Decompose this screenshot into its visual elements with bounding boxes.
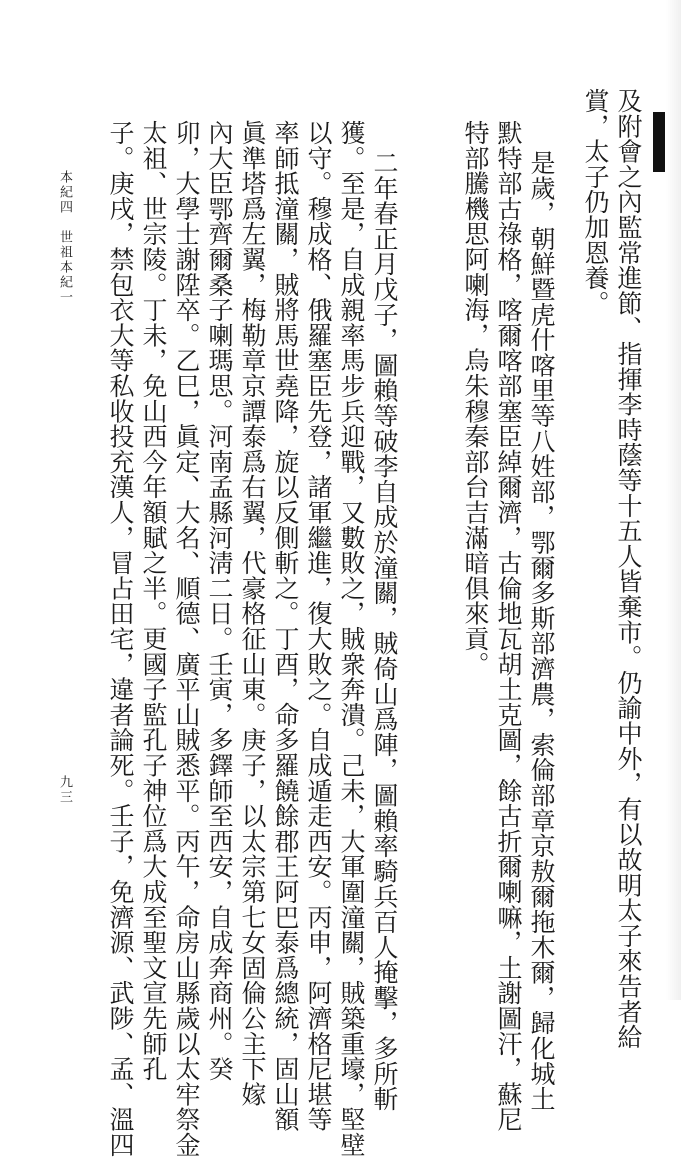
text-column-9: 率師抵潼關，賊將馬世堯降，旋以反側斬之。丁酉，命多羅饒餘郡王阿巴泰爲總統，固山額 [271,120,300,1132]
chapter-side-label: 本紀四 世祖本紀一 [57,170,72,305]
text-column-14: 子。庚戌，禁包衣大等私收投充漢人，冒占田宅，違者論死。壬子，免濟源、武陟、孟、溫四 [106,120,135,1157]
page-number: 九三 [57,775,72,805]
text-column-12: 卯，大學士謝陞卒。乙巳，眞定、大名、順德、廣平山賊悉平。丙午，命房山縣歲以太牢祭金 [172,120,201,1157]
text-column-3: 是歲，朝鮮暨虎什喀里等八姓部，鄂爾多斯部濟農，索倫部章京敖爾拖木爾，歸化城土 [527,150,556,1112]
text-column-2: 賞，太子仍加恩養。 [581,88,610,316]
text-column-4: 默特部古祿格，喀爾喀部塞臣綽爾濟，古倫地瓦胡土克圖，餘古折爾喇嘛，土謝圖汗，蘇尼 [494,120,523,1132]
text-column-11: 內大臣鄂齊爾桑子喇瑪思。河南孟縣河淸二日。壬寅，多鐸師至西安，自成奔商州。癸 [205,120,234,1082]
page-edge-shadow [666,0,681,1000]
text-column-8: 以守。穆成格、俄羅塞臣先登，諸軍繼進，復大敗之。自成遁走西安。丙申，阿濟格尼堪等 [304,120,333,1132]
text-column-1: 及附會之內監常進節、指揮李時蔭等十五人皆棄市。仍諭中外，有以故明太子來告者給 [614,88,643,1050]
text-column-13: 太祖、世宗陵。丁未，免山西今年額賦之半。更國子監孔子神位爲大成至聖文宣先師孔 [139,120,168,1082]
text-column-5: 特部騰機思阿喇海，烏朱穆秦部台吉滿暗俱來貢。 [461,120,490,677]
text-column-7: 獲。至是，自成親率馬步兵迎戰，又數敗之，賊衆奔潰。己未，大軍圍潼關，賊築重壕，堅壁 [337,120,366,1157]
text-column-6: 二年春正月戊子，圖賴等破李自成於潼關，賊倚山爲陣，圖賴率騎兵百人掩擊，多所斬 [370,150,399,1112]
text-column-10: 眞準塔爲左翼，梅勒章京譚泰爲右翼，代豪格征山東。庚子，以太宗第七女固倫公主下嫁 [238,120,267,1107]
binding-mark [653,112,665,172]
